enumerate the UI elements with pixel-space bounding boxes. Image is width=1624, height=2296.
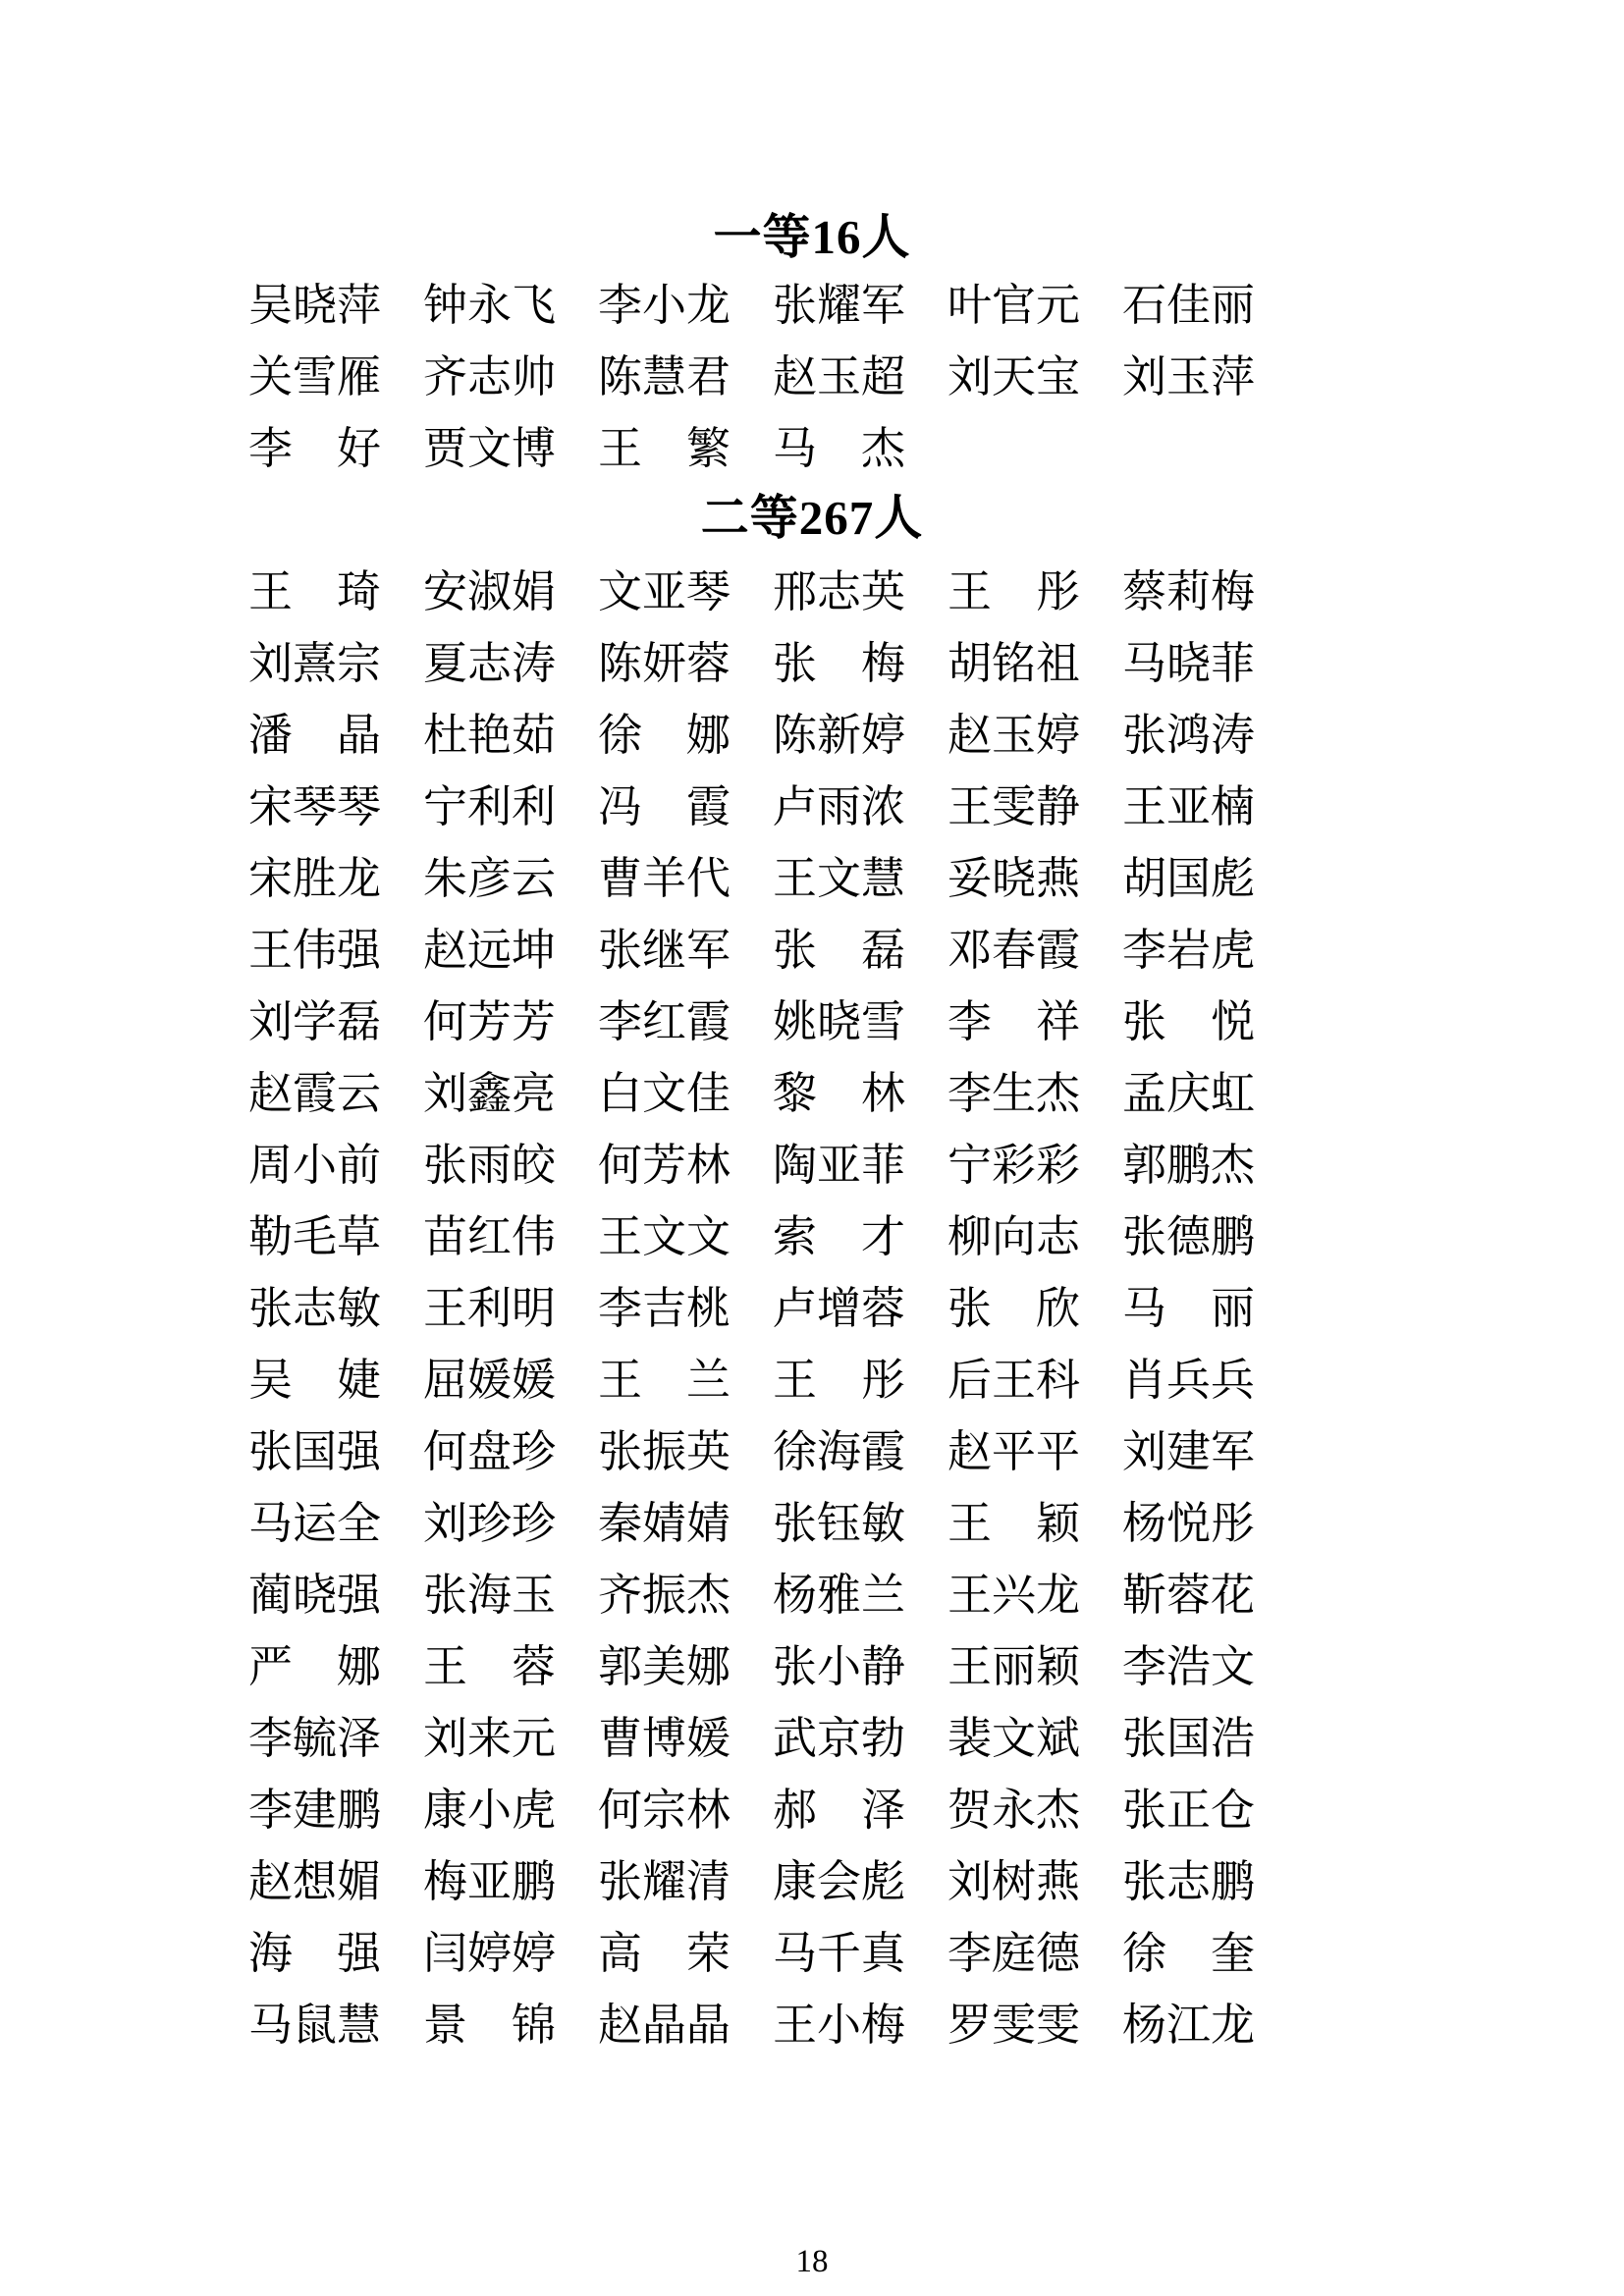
person-name: 刘珍珍 <box>423 1499 557 1548</box>
person-name: 李 祥 <box>947 997 1081 1046</box>
name-row <box>248 636 1260 708</box>
person-name: 罗雯雯 <box>947 2001 1081 2050</box>
person-name: 李岩虎 <box>1122 926 1256 975</box>
person-name: 王 蓉 <box>423 1642 557 1691</box>
person-name: 裴文斌 <box>947 1714 1081 1763</box>
person-name: 张 欣 <box>947 1284 1081 1333</box>
person-name: 胡国彪 <box>1122 854 1256 903</box>
name-row <box>248 349 1260 421</box>
person-name: 马晓菲 <box>1122 639 1256 688</box>
person-name: 文亚琴 <box>598 567 731 616</box>
person-name: 赵霞云 <box>248 1069 382 1118</box>
person-name: 张 悦 <box>1122 997 1256 1046</box>
name-row <box>248 1998 1260 2069</box>
person-name: 刘来元 <box>423 1714 557 1763</box>
person-name: 宁彩彩 <box>947 1141 1081 1190</box>
person-name: 胡铭祖 <box>947 639 1081 688</box>
person-name: 王 颖 <box>947 1499 1081 1548</box>
name-row <box>248 1209 1260 1281</box>
person-name: 李建鹏 <box>248 1786 382 1835</box>
person-name: 妥晓燕 <box>947 854 1081 903</box>
person-name: 马千真 <box>773 1929 906 1978</box>
person-name: 秦婧婧 <box>598 1499 731 1548</box>
person-name: 叶官元 <box>947 281 1081 330</box>
person-name: 王文慧 <box>773 854 906 903</box>
person-name: 王 彤 <box>773 1356 906 1405</box>
person-name: 钟永飞 <box>423 281 557 330</box>
person-name: 赵想媚 <box>248 1857 382 1906</box>
person-name: 李小龙 <box>598 281 731 330</box>
person-name: 齐志帅 <box>423 352 557 401</box>
person-name: 何宗林 <box>598 1786 731 1835</box>
person-name: 刘熹宗 <box>248 639 382 688</box>
person-name: 郭美娜 <box>598 1642 731 1691</box>
person-name: 冯 霞 <box>598 782 731 831</box>
person-name: 郭鹏杰 <box>1122 1141 1256 1190</box>
person-name: 靳蓉花 <box>1122 1571 1256 1620</box>
page-number: 18 <box>795 2244 829 2279</box>
person-name: 王雯静 <box>947 782 1081 831</box>
person-name: 陈慧君 <box>598 352 731 401</box>
person-name: 蔡莉梅 <box>1122 567 1256 616</box>
name-row <box>248 1639 1260 1711</box>
person-name: 邢志英 <box>773 567 906 616</box>
person-name: 张正仓 <box>1122 1786 1256 1835</box>
person-name: 曹羊代 <box>598 854 731 903</box>
person-name: 姚晓雪 <box>773 997 906 1046</box>
person-name: 康会彪 <box>773 1857 906 1906</box>
person-name: 张鸿涛 <box>1122 711 1256 760</box>
person-name: 张志鹏 <box>1122 1857 1256 1906</box>
person-name: 后王科 <box>947 1356 1081 1405</box>
person-name: 勒毛草 <box>248 1212 382 1261</box>
name-row <box>248 421 1260 493</box>
name-row <box>248 564 1260 636</box>
name-row <box>248 1711 1260 1783</box>
person-name: 高 荣 <box>598 1929 731 1978</box>
person-name: 陈新婷 <box>773 711 906 760</box>
person-name: 张耀清 <box>598 1857 731 1906</box>
person-name: 刘建军 <box>1122 1427 1256 1476</box>
person-name: 王丽颖 <box>947 1642 1081 1691</box>
person-name: 关雪雁 <box>248 352 382 401</box>
person-name: 王小梅 <box>773 2001 906 2050</box>
person-name: 赵晶晶 <box>598 2001 731 2050</box>
name-row <box>248 1353 1260 1424</box>
person-name: 马 丽 <box>1122 1284 1256 1333</box>
person-name: 马运全 <box>248 1499 382 1548</box>
person-name: 李 好 <box>248 424 382 473</box>
name-row <box>248 851 1260 923</box>
person-name: 王亚楠 <box>1122 782 1256 831</box>
person-name: 张钰敏 <box>773 1499 906 1548</box>
person-name: 王 繁 <box>598 424 731 473</box>
person-name: 肖兵兵 <box>1122 1356 1256 1405</box>
person-name: 杜艳茹 <box>423 711 557 760</box>
name-row <box>248 1496 1260 1568</box>
person-name: 孟庆虹 <box>1122 1069 1256 1118</box>
person-name: 何芳林 <box>598 1141 731 1190</box>
person-name: 潘 晶 <box>248 711 382 760</box>
person-name: 吴 婕 <box>248 1356 382 1405</box>
name-row <box>248 1424 1260 1496</box>
person-name: 安淑娟 <box>423 567 557 616</box>
person-name: 张国强 <box>248 1427 382 1476</box>
person-name: 梅亚鹏 <box>423 1857 557 1906</box>
person-name: 张耀军 <box>773 281 906 330</box>
person-name: 杨江龙 <box>1122 2001 1256 2050</box>
name-row <box>248 779 1260 851</box>
person-name: 杨雅兰 <box>773 1571 906 1620</box>
person-name: 郝 泽 <box>773 1786 906 1835</box>
person-name: 白文佳 <box>598 1069 731 1118</box>
person-name: 邓春霞 <box>947 926 1081 975</box>
person-name: 赵玉婷 <box>947 711 1081 760</box>
person-name: 张雨皎 <box>423 1141 557 1190</box>
person-name: 张继军 <box>598 926 731 975</box>
person-name: 赵玉超 <box>773 352 906 401</box>
person-name: 徐 奎 <box>1122 1929 1256 1978</box>
person-name: 马 杰 <box>773 424 906 473</box>
person-name: 李毓泽 <box>248 1714 382 1763</box>
name-row <box>248 1783 1260 1854</box>
person-name: 景 锦 <box>423 2001 557 2050</box>
person-name: 索 才 <box>773 1212 906 1261</box>
person-name: 吴晓萍 <box>248 281 382 330</box>
person-name: 李吉桃 <box>598 1284 731 1333</box>
person-name: 夏志涛 <box>423 639 557 688</box>
person-name: 刘鑫亮 <box>423 1069 557 1118</box>
person-name: 马鼠慧 <box>248 2001 382 2050</box>
name-row <box>248 1568 1260 1639</box>
person-name: 王伟强 <box>248 926 382 975</box>
person-name: 蔺晓强 <box>248 1571 382 1620</box>
person-name: 朱彦云 <box>423 854 557 903</box>
person-name: 张振英 <box>598 1427 731 1476</box>
name-row <box>248 994 1260 1066</box>
person-name: 闫婷婷 <box>423 1929 557 1978</box>
name-row <box>248 1926 1260 1998</box>
section-title-first-class: 一等16人 <box>713 210 911 264</box>
person-name: 何芳芳 <box>423 997 557 1046</box>
name-row <box>248 1281 1260 1353</box>
person-name: 张志敏 <box>248 1284 382 1333</box>
person-name: 王文文 <box>598 1212 731 1261</box>
person-name: 刘树燕 <box>947 1857 1081 1906</box>
person-name: 齐振杰 <box>598 1571 731 1620</box>
person-name: 张小静 <box>773 1642 906 1691</box>
person-name: 苗红伟 <box>423 1212 557 1261</box>
person-name: 贺永杰 <box>947 1786 1081 1835</box>
person-name: 曹博媛 <box>598 1714 731 1763</box>
name-row <box>248 1854 1260 1926</box>
name-row <box>248 708 1260 779</box>
person-name: 武京勃 <box>773 1714 906 1763</box>
person-name: 宋琴琴 <box>248 782 382 831</box>
person-name: 王 兰 <box>598 1356 731 1405</box>
person-name: 王 彤 <box>947 567 1081 616</box>
person-name: 赵平平 <box>947 1427 1081 1476</box>
person-name: 徐海霞 <box>773 1427 906 1476</box>
name-row <box>248 278 1260 349</box>
person-name: 贾文博 <box>423 424 557 473</box>
person-name: 王 琦 <box>248 567 382 616</box>
person-name: 李浩文 <box>1122 1642 1256 1691</box>
person-name: 张 磊 <box>773 926 906 975</box>
person-name: 卢增蓉 <box>773 1284 906 1333</box>
person-name: 周小前 <box>248 1141 382 1190</box>
person-name: 刘天宝 <box>947 352 1081 401</box>
person-name: 杨悦彤 <box>1122 1499 1256 1548</box>
person-name: 张 梅 <box>773 639 906 688</box>
person-name: 宋胜龙 <box>248 854 382 903</box>
person-name: 黎 林 <box>773 1069 906 1118</box>
section-title-second-class: 二等267人 <box>700 491 924 545</box>
person-name: 康小虎 <box>423 1786 557 1835</box>
person-name: 李生杰 <box>947 1069 1081 1118</box>
person-name: 屈媛媛 <box>423 1356 557 1405</box>
name-row <box>248 923 1260 994</box>
person-name: 刘学磊 <box>248 997 382 1046</box>
person-name: 海 强 <box>248 1929 382 1978</box>
person-name: 宁利利 <box>423 782 557 831</box>
person-name: 张国浩 <box>1122 1714 1256 1763</box>
person-name: 陶亚菲 <box>773 1141 906 1190</box>
person-name: 张德鹏 <box>1122 1212 1256 1261</box>
person-name: 徐 娜 <box>598 711 731 760</box>
names-grid-first-class <box>248 278 1260 493</box>
person-name: 王兴龙 <box>947 1571 1081 1620</box>
person-name: 李庭德 <box>947 1929 1081 1978</box>
person-name: 何盘珍 <box>423 1427 557 1476</box>
person-name: 张海玉 <box>423 1571 557 1620</box>
person-name: 刘玉萍 <box>1122 352 1256 401</box>
names-grid-second-class <box>248 564 1260 2069</box>
person-name: 赵远坤 <box>423 926 557 975</box>
person-name: 王利明 <box>423 1284 557 1333</box>
person-name: 石佳丽 <box>1122 281 1256 330</box>
person-name: 李红霞 <box>598 997 731 1046</box>
person-name: 卢雨浓 <box>773 782 906 831</box>
person-name: 陈妍蓉 <box>598 639 731 688</box>
name-row <box>248 1138 1260 1209</box>
name-row <box>248 1066 1260 1138</box>
person-name: 严 娜 <box>248 1642 382 1691</box>
person-name: 柳向志 <box>947 1212 1081 1261</box>
